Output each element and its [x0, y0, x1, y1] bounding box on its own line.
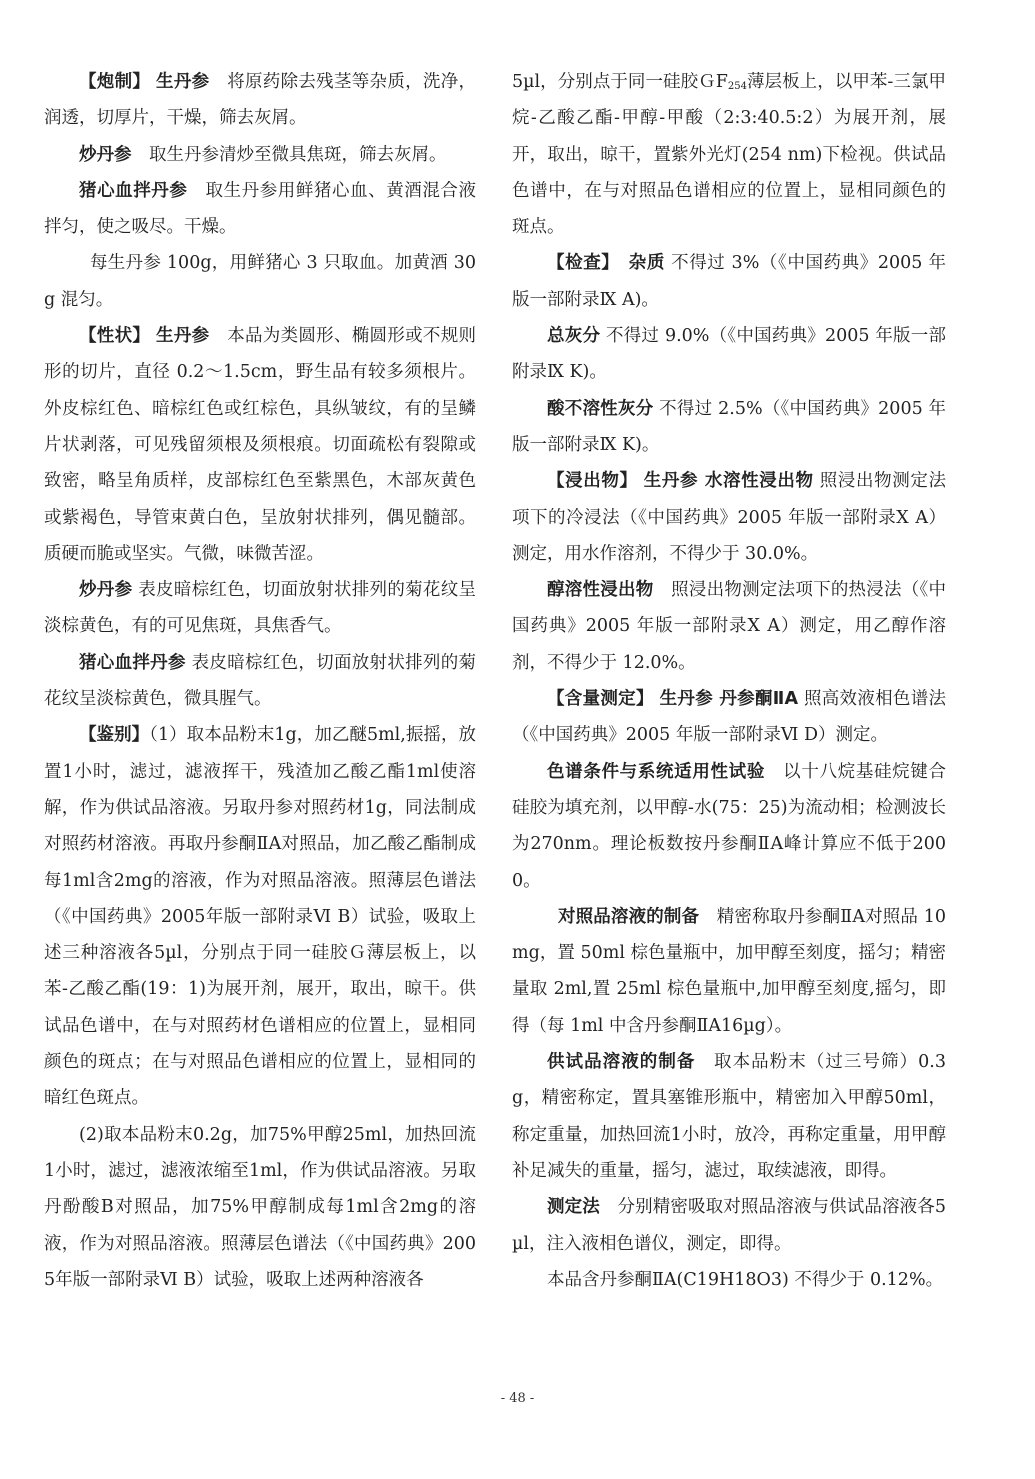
paragraph-fried-desc: [44, 572, 476, 645]
paragraph-text: 取生丹参清炒至微具焦斑，筛去灰屑。: [131, 144, 447, 165]
paragraph-text: 取本品粉末（过三号筛）0.3g，精密称定，置具塞锥形瓶中，精密加入甲醇50ml，称定重量，加热回流1小时，放冷，再称定重量，用甲醇补足减失的重量，摇匀，滤过，取续滤液，即得。: [512, 1052, 946, 1181]
subheading: 生丹参: [156, 326, 210, 347]
paragraph-text: 照浸出物测定法项下的热浸法（《中国药典》2005 年版一部附录Ⅹ A）测定，用乙醇作溶剂，不得少于 12.0%。: [512, 580, 947, 673]
section-processing: [44, 64, 476, 137]
subheading: 供试品溶液的制备: [547, 1052, 696, 1073]
section-assay: [512, 681, 946, 754]
paragraph-text: 照高效液相色谱法（《中国药典》2005 年版一部附录Ⅵ D）测定。: [512, 689, 946, 746]
section-description: [44, 318, 476, 572]
section-identification: [44, 717, 476, 1116]
paragraph-text: (2)取本品粉末0.2g，加75%甲醇25ml，加热回流1小时，滤过，滤液浓缩至1ml，作为供试品溶液。另取丹酚酸B对照品，加75%甲醇制成每1ml含2mg的溶液，作为对照品溶液。照薄层色谱法（《中国药典》2005年版一部附录Ⅵ B）试验，吸取上述两种溶液各: [44, 1124, 476, 1290]
paragraph-tlc-continued: [512, 64, 946, 245]
paragraph-text: 不得过 2.5%（《中国药典》2005 年版一部附录Ⅸ K)。: [512, 398, 947, 455]
paragraph-pig-blood-desc: [44, 645, 476, 718]
subheading: 炒丹参: [79, 580, 133, 601]
paragraph-text: 本品含丹参酮ⅡA(C19H18O3) 不得少于 0.12%。: [547, 1269, 944, 1290]
subheading: 猪心血拌丹参: [79, 180, 188, 201]
subheading: 生丹参 水溶性浸出物: [643, 471, 814, 492]
subheading: 对照品溶液的制备: [558, 906, 700, 927]
section-heading: 【含量测定】: [547, 689, 654, 710]
subheading: 猪心血拌丹参: [79, 652, 186, 673]
subheading: 生丹参 丹参酮ⅡA: [659, 689, 799, 710]
paragraph-text: 本品为类圆形、椭圆形或不规则形的切片，直径 0.2～1.5cm，野生品有较多须根片。外皮棕红色、暗棕红色或红棕色，具纵皱纹，有的呈鳞片状剥落，可见残留须根及须根痕。切面疏松有裂隙或致密，略呈角质样，皮部棕红色至紫黑色，木部灰黄色或紫褐色，导管束黄白色，呈放射状排列，偶见髓部。质硬而脆或坚实。气微，味微苦涩。: [44, 326, 477, 564]
page-number: - 48 -: [500, 1391, 535, 1406]
paragraph-pig-blood: [44, 173, 476, 246]
subheading: 醇溶性浸出物: [547, 580, 654, 601]
right-column: [512, 64, 946, 1298]
subheading: 色谱条件与系统适用性试验: [547, 761, 765, 782]
paragraph-chromatography-conditions: [512, 754, 946, 899]
paragraph-text: 以十八烷基硅烷键合硅胶为填充剂，以甲醇-水(75：25)为流动相；检测波长为270nm。理论板数按丹参酮ⅡA峰计算应不低于2000。: [512, 761, 946, 891]
subscript: 254: [727, 81, 747, 92]
paragraph-text: 取生丹参用鲜猪心血、黄酒混合液拌匀，使之吸尽。干燥。: [44, 180, 477, 238]
paragraph-text: 薄层板上，以甲苯-三氯甲烷-乙酸乙酯-甲醇-甲酸（2:3:40.5:2）为展开剂，展开，取出，晾干，置紫外光灯(254 nm)下检视。供试品色谱中，在与对照品色谱相应的位置上，显相同颜色的斑点。: [512, 72, 946, 238]
subheading: 酸不溶性灰分: [547, 398, 654, 419]
paragraph-content-limit: [512, 1262, 946, 1298]
paragraph-identification-2: [44, 1117, 476, 1298]
paragraph-text: 精密称取丹参酮ⅡA对照品 10mg，置 50ml 棕色量瓶中，加甲醇至刻度，摇匀；精密量取 2ml,置 25ml 棕色量瓶中,加甲醇至刻度,摇匀，即得（每 1ml 中含丹参酮ⅡA16µg）。: [512, 906, 946, 1036]
paragraph-test-solution: [512, 1044, 946, 1189]
subheading: 测定法: [547, 1197, 600, 1218]
paragraph-text: 不得过 3%（《中国药典》2005 年版一部附录Ⅸ A)。: [512, 253, 947, 310]
section-heading: 【浸出物】: [547, 471, 638, 492]
paragraph-alcohol-extractives: [512, 572, 946, 681]
section-heading: 【鉴别】: [79, 725, 150, 746]
section-heading: 【检查】: [547, 253, 611, 274]
paragraph-total-ash: [512, 318, 946, 391]
left-column: [44, 64, 476, 1298]
section-heading: 【炮制】: [79, 72, 151, 92]
paragraph-text: 不得过 9.0%（《中国药典》2005 年版一部附录Ⅸ K)。: [512, 326, 946, 383]
paragraph-text: 每生丹参 100g，用鲜猪心 3 只取血。加黄酒 30g 混匀。: [44, 253, 476, 310]
subheading: 杂质: [628, 253, 665, 274]
paragraph-reference-solution: [512, 899, 946, 1044]
paragraph-text: 分别精密吸取对照品溶液与供试品溶液各5µl，注入液相色谱仪，测定，即得。: [512, 1197, 946, 1254]
subheading: 炒丹参: [79, 144, 132, 165]
paragraph-fried: [44, 137, 476, 173]
paragraph-ratio: [44, 245, 476, 318]
paragraph-procedure: [512, 1189, 946, 1262]
paragraph-text: 照浸出物测定法项下的冷浸法（《中国药典》2005 年版一部附录Ⅹ A）测定，用水作溶剂，不得少于 30.0%。: [512, 471, 946, 564]
paragraph-text: （1）取本品粉末1g，加乙醚5ml,振摇，放置1小时，滤过，滤液挥干，残渣加乙酸乙酯1ml使溶解，作为供试品溶液。另取丹参对照药材1g，同法制成对照药材溶液。再取丹参酮ⅡA对照品，加乙酸乙酯制成每1ml含2mg的溶液，作为对照品溶液。照薄层色谱法（《中国药典》2005年版一部附录Ⅵ B）试验，吸取上述三种溶液各5µl，分别点于同一硅胶Ｇ薄层板上，以苯-乙酸乙酯(19：1)为展开剂，展开，取出，晾干。供试品色谱中，在与对照药材色谱相应的位置上，显相同颜色的斑点；在与对照品色谱相应的位置上，显相同的暗红色斑点。: [44, 725, 477, 1109]
paragraph-text: 5µl，分别点于同一硅胶ＧF: [512, 72, 728, 92]
paragraph-text: 将原药除去残茎等杂质，洗净，润透，切厚片，干燥，筛去灰屑。: [44, 72, 477, 129]
paragraph-text: 表皮暗棕红色，切面放射状排列的菊花纹呈淡棕黄色，微具腥气。: [44, 652, 477, 710]
subheading: 生丹参: [156, 72, 210, 92]
paragraph-acid-ash: [512, 391, 946, 464]
subheading: 总灰分: [547, 326, 601, 347]
section-extractives: [512, 463, 946, 572]
section-inspection: [512, 245, 946, 318]
section-heading: 【性状】: [79, 326, 151, 347]
paragraph-text: 表皮暗棕红色，切面放射状排列的菊花纹呈淡棕黄色，有的可见焦斑，具焦香气。: [44, 580, 477, 637]
